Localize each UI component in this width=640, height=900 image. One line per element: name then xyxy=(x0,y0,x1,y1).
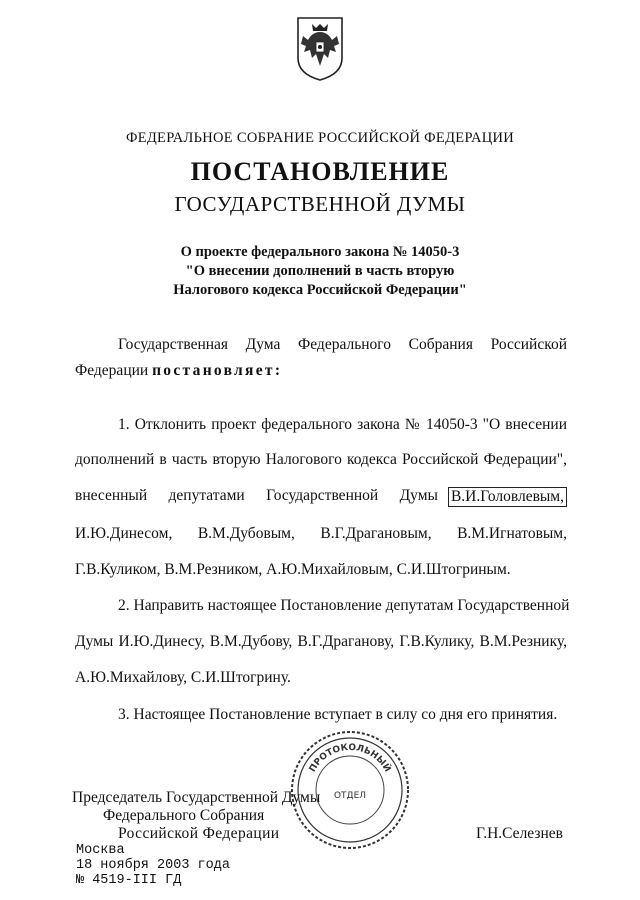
organization-name: ФЕДЕРАЛЬНОЕ СОБРАНИЕ РОССИЙСКОЙ ФЕДЕРАЦИИ xyxy=(125,130,515,146)
highlighted-deputy-name: В.И.Головлевым, xyxy=(448,487,567,507)
document-number: № 4519-III ГД xyxy=(76,873,182,888)
date-of-signing: 18 ноября 2003 года xyxy=(76,858,230,873)
document-issuer: ГОСУДАРСТВЕННОЙ ДУМЫ xyxy=(174,192,466,216)
item-1-line: И.Ю.Динесом, В.М.Дубовым, В.Г.Драгановым, В.М.Игнатовым, xyxy=(75,525,567,542)
signatory-title: Председатель Государственной Думы xyxy=(72,789,321,806)
document-subject xyxy=(0,243,640,300)
item-1-line: 1. Отклонить проект федерального закона № 14050-3 "О внесении xyxy=(118,416,567,433)
item-1-line: Г.В.Куликом, В.М.Резником, А.Ю.Михайловым, С.И.Штогриным. xyxy=(75,561,511,578)
resolves-word: постановляет: xyxy=(152,362,283,379)
item-1-line xyxy=(75,487,567,507)
subject-line: Налогового кодекса Российской Федерации" xyxy=(173,282,467,298)
item-2-line: Думы И.Ю.Динесу, В.М.Дубову, В.Г.Драганову, Г.В.Кулику, В.М.Резнику, xyxy=(75,633,567,650)
preamble-text: Федерации xyxy=(75,362,153,379)
item-1-line: дополнений в часть вторую Налогового кодекса Российской Федерации", xyxy=(75,451,567,468)
document-type: ПОСТАНОВЛЕНИЕ xyxy=(190,157,450,186)
signatory-title: Федерального Собрания xyxy=(103,807,265,824)
signatory-name: Г.Н.Селезнев xyxy=(476,825,563,842)
preamble-line xyxy=(75,362,567,380)
subject-line: О проекте федерального закона № 14050-3 xyxy=(180,244,460,260)
stamp-center-text: ОТДЕЛ xyxy=(333,791,367,801)
preamble-line: Государственная Дума Федерального Собрания Российской xyxy=(118,336,567,353)
item-3-line: 3. Настоящее Постановление вступает в силу со дня его принятия. xyxy=(118,706,558,723)
signatory-title: Российской Федерации xyxy=(118,825,280,842)
stamp-top-text: ПРОТОКОЛЬНЫЙ xyxy=(307,742,393,775)
coat-of-arms-icon xyxy=(288,14,352,82)
item-2-line: 2. Направить настоящее Постановление депутатам Государственной xyxy=(118,597,570,614)
place-of-signing: Москва xyxy=(76,843,125,858)
subject-line: "О внесении дополнений в часть вторую xyxy=(185,263,455,279)
item-1-text: внесенный депутатами Государственной Думы xyxy=(75,487,438,504)
item-2-line: А.Ю.Михайлову, С.И.Штогрину. xyxy=(75,669,291,686)
